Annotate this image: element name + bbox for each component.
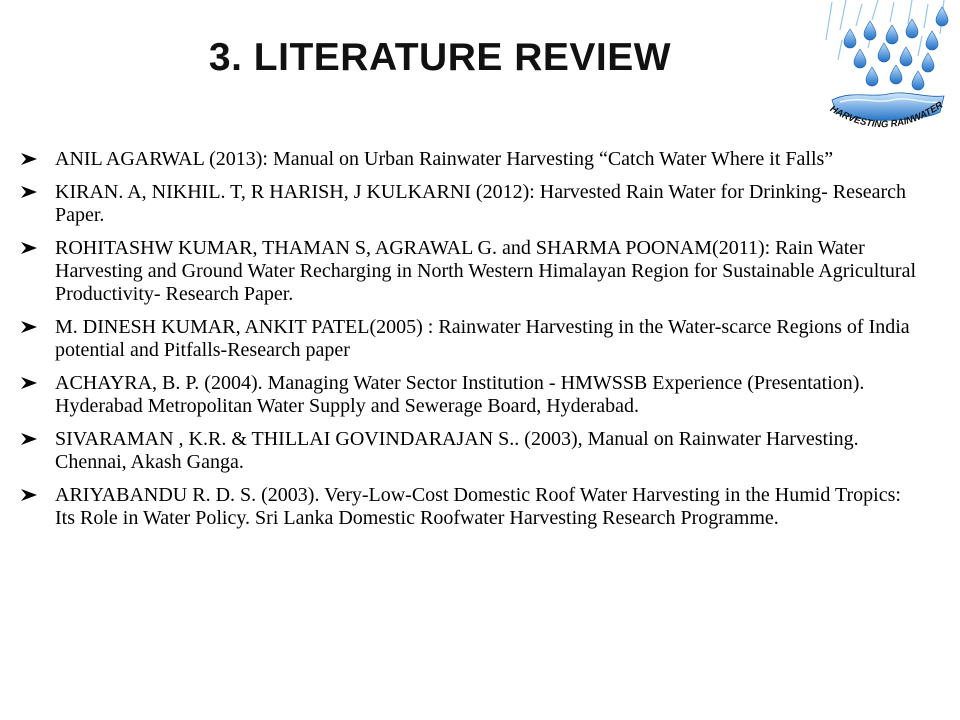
- arrow-bullet-icon: [20, 376, 38, 390]
- reference-text: ACHAYRA, B. P. (2004). Managing Water Sector Institution - HMWSSB Experience (Presentation). Hyderabad Metropolitan Water Supply and Sewerage Board, Hyderabad.: [55, 372, 865, 417]
- reference-item: [18, 428, 923, 474]
- reference-item: [18, 148, 923, 171]
- reference-list: [18, 148, 923, 540]
- reference-text: SIVARAMAN , K.R. & THILLAI GOVINDARAJAN S.. (2003), Manual on Rainwater Harvesting. Chennai, Akash Ganga.: [55, 428, 859, 473]
- slide-title: 3. LITERATURE REVIEW: [208, 36, 672, 79]
- arrow-bullet-icon: [20, 488, 38, 502]
- reference-item: [18, 237, 923, 306]
- arrow-bullet-icon: [20, 152, 38, 166]
- reference-text: M. DINESH KUMAR, ANKIT PATEL(2005) : Rainwater Harvesting in the Water-scarce Regions of India potential and Pitfalls-Research paper: [55, 316, 910, 361]
- arrow-bullet-icon: [20, 432, 38, 446]
- arrow-bullet-icon: [20, 241, 38, 255]
- reference-text: ANIL AGARWAL (2013): Manual on Urban Rainwater Harvesting “Catch Water Where it Falls”: [55, 148, 834, 170]
- reference-item: [18, 372, 923, 418]
- arrow-bullet-icon: [20, 320, 38, 334]
- reference-text: ROHITASHW KUMAR, THAMAN S, AGRAWAL G. and SHARMA POONAM(2011): Rain Water Harvesting and Ground Water Recharging in North Western Himalayan Region for Sustainable Agricultural Productivity- Research Paper.: [55, 237, 917, 305]
- reference-text: KIRAN. A, NIKHIL. T, R HARISH, J KULKARNI (2012): Harvested Rain Water for Drinking- Research Paper.: [55, 181, 907, 226]
- logo-text: HARVESTING RAINWATER: [827, 99, 946, 131]
- reference-text: ARIYABANDU R. D. S. (2003). Very-Low-Cost Domestic Roof Water Harvesting in the Humid Tropics: Its Role in Water Policy. Sri Lanka Domestic Roofwater Harvesting Research Programme.: [55, 484, 901, 529]
- reference-item: [18, 316, 923, 362]
- reference-item: [18, 484, 923, 530]
- arrow-bullet-icon: [20, 185, 38, 199]
- rainwater-harvesting-logo: [812, 0, 960, 140]
- reference-item: [18, 181, 923, 227]
